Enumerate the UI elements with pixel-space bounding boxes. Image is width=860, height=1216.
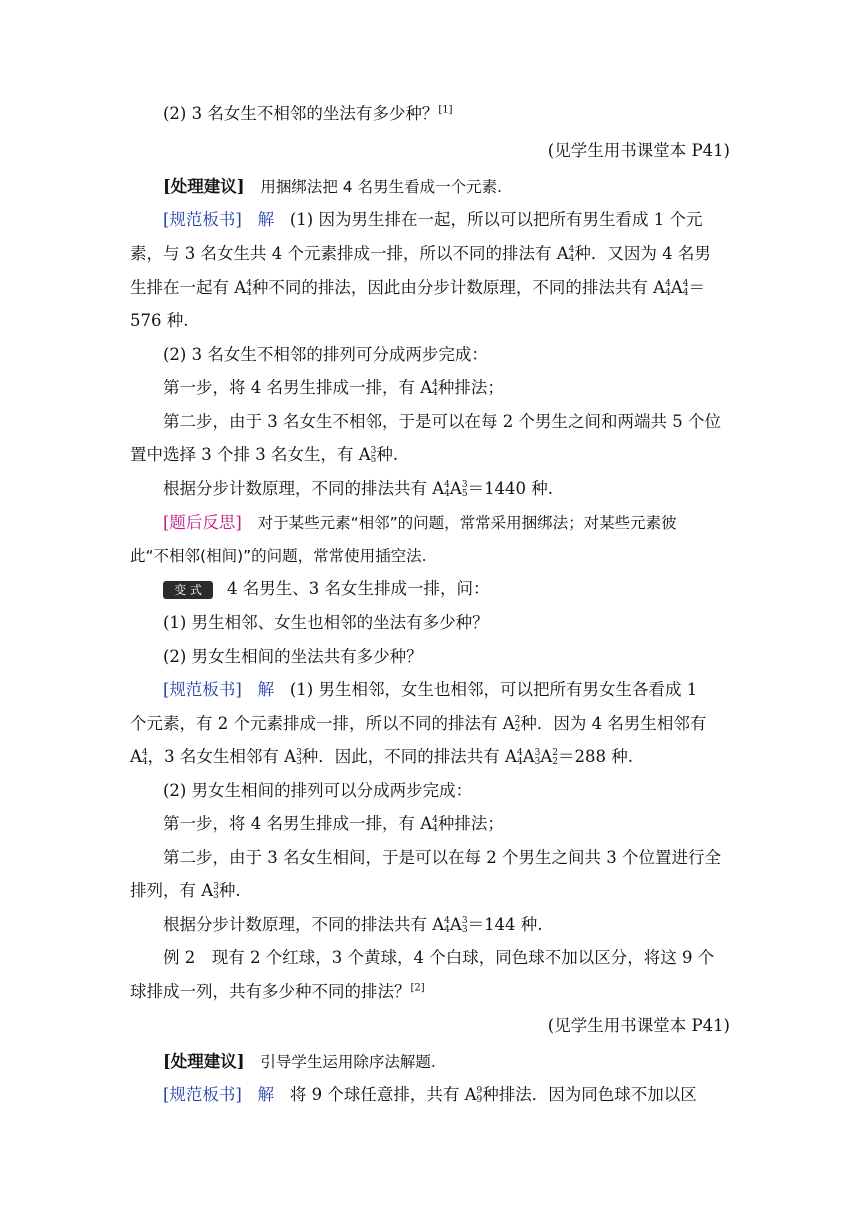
example-2-line: 球排成一列，共有多少种不同的排法？[2] [130, 982, 425, 1001]
solution-line: 576 种. [130, 311, 189, 330]
footnote-ref[interactable]: [1] [438, 104, 453, 116]
solution-line: (2) 男女生相间的排列可以分成两步完成： [163, 781, 473, 800]
solution-heading: [规范板书] 解 (1) 因为男生排在一起，所以可以把所有男生看成 1 个元 [163, 210, 703, 229]
suggestion-tag: [处理建议] [163, 177, 245, 196]
solution-line: 第二步，由于 3 名女生相间，于是可以在每 2 个男生之间共 3 个位置进行全 [163, 848, 721, 867]
variant-question-1: (1) 男生相邻、女生也相邻的坐法有多少种？ [163, 613, 489, 632]
solution-tag: [规范板书] [163, 1085, 242, 1104]
processing-suggestion: [处理建议] 用捆绑法把 4 名男生看成一个元素. [163, 177, 503, 196]
solution-line: 第一步，将 4 名男生排成一排，有 A 4 4 种排法； [163, 814, 504, 834]
solution-line: 根据分步计数原理，不同的排法共有 A 4 4 A 3 5 ＝1440 种. [163, 479, 554, 499]
footnote-ref[interactable]: [2] [410, 982, 425, 994]
solution-heading: [规范板书] 解 将 9 个球任意排，共有 A 9 9 种排法．因为同色球不加以区 [163, 1085, 697, 1105]
solution-line: 素，与 3 名女生共 4 个元素排成一排，所以不同的排法有 A 4 4 种．又因为 4 名男 [130, 244, 711, 264]
example-2: 例 2 现有 2 个红球，3 个黄球，4 个白球，同色球不加以区分，将这 9 个 [163, 948, 715, 967]
solution-line: 个元素，有 2 个元素排成一排，所以不同的排法有 A 2 2 种．因为 4 名男生相邻有 [130, 714, 707, 734]
variant-badge: 变 式 [163, 581, 213, 599]
solution-tag: [规范板书] [163, 680, 242, 699]
solution-line: 根据分步计数原理，不同的排法共有 A 4 4 A 3 3 ＝144 种. [163, 915, 543, 935]
solution-line: 置中选择 3 个排 3 名女生，有 A 3 5 种. [130, 445, 399, 465]
solution-line: 排列，有 A 3 3 种. [130, 881, 241, 901]
reflection-tag: [题后反思] [163, 513, 242, 532]
solution-line: A 4 4 ，3 名女生相邻有 A 3 3 种．因此，不同的排法共有 A 4 4 A 3 3 A 2 2 ＝288 种. [130, 747, 633, 767]
solution-line: 生排在一起有 A 4 4 种不同的排法，因此由分步计数原理，不同的排法共有 A 4 4 A 4 4 ＝ [130, 278, 705, 298]
question-2: (2) 3 名女生不相邻的坐法有多少种？[1] [163, 104, 453, 123]
solution-line: 第二步，由于 3 名女生不相邻，于是可以在每 2 个男生之间和两端共 5 个位 [163, 412, 721, 431]
reflection-line: 此“不相邻(相间)”的问题，常常使用插空法. [130, 547, 427, 565]
solution-tag: [规范板书] [163, 210, 242, 229]
solution-line: (2) 3 名女生不相邻的排列可分成两步完成： [163, 345, 488, 364]
solution-heading: [规范板书] 解 (1) 男生相邻，女生也相邻，可以把所有男女生各看成 1 [163, 680, 698, 699]
variant-heading: 变 式 4 名男生、3 名女生排成一排，问： [163, 578, 730, 600]
suggestion-tag: [处理建议] [163, 1052, 245, 1071]
textbook-reference: (见学生用书课堂本 P41) [547, 1016, 730, 1035]
solution-line: 第一步，将 4 名男生排成一排，有 A 4 4 种排法； [163, 378, 504, 398]
reflection: [题后反思] 对于某些元素“相邻”的问题，常常采用捆绑法；对某些元素彼 [163, 513, 677, 532]
variant-question-2: (2) 男女生相间的坐法共有多少种？ [163, 647, 423, 666]
textbook-reference: (见学生用书课堂本 P41) [547, 141, 730, 160]
processing-suggestion: [处理建议] 引导学生运用除序法解题. [163, 1052, 436, 1071]
